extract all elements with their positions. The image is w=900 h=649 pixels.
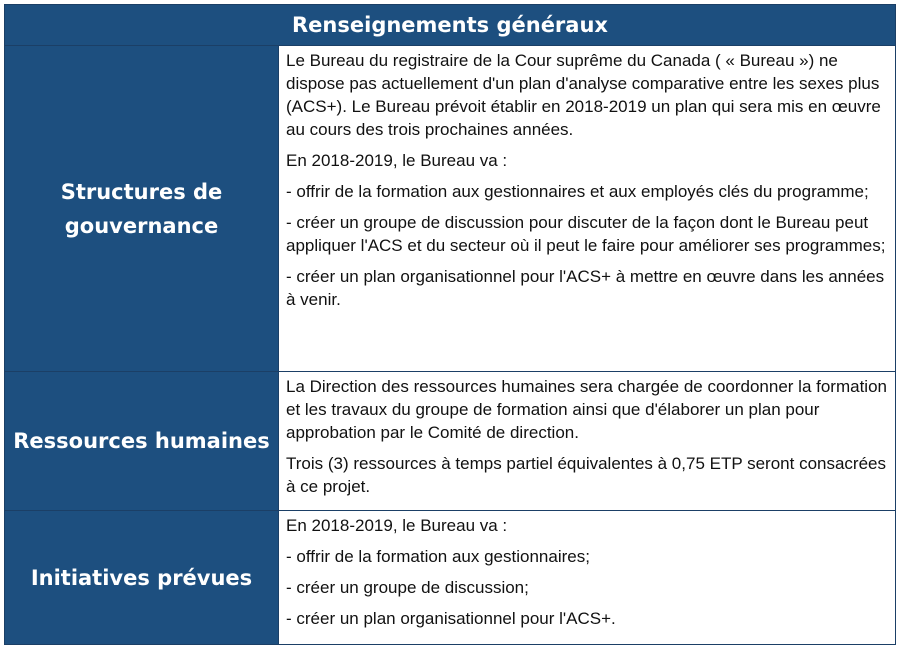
info-table: [4, 4, 896, 645]
row-content-governance: [279, 46, 895, 371]
row-label-human-resources: Ressources humaines: [5, 372, 279, 510]
paragraph: - offrir de la formation aux gestionnaires et aux employés clés du programme;: [286, 182, 869, 201]
paragraph: En 2018-2019, le Bureau va :: [286, 151, 508, 170]
row-planned-initiatives: [5, 511, 895, 644]
paragraph: La Direction des ressources humaines sera chargée de coordonner la formation et les travaux du groupe de formation ainsi que d'élaborer un plan pour approbation par le Comité de direction.: [286, 377, 887, 442]
paragraph: - créer un groupe de discussion pour discuter de la façon dont le Bureau peut appliquer l'ACS et du secteur où il peut le faire pour améliorer ses programmes;: [286, 213, 886, 255]
row-content-planned-initiatives: [279, 511, 895, 644]
paragraph: - créer un groupe de discussion;: [286, 578, 529, 597]
table-title: Renseignements généraux: [5, 5, 895, 46]
row-governance: [5, 46, 895, 372]
row-human-resources: [5, 372, 895, 511]
paragraph: Trois (3) ressources à temps partiel équivalentes à 0,75 ETP seront consacrées à ce projet.: [286, 454, 887, 496]
paragraph: - créer un plan organisationnel pour l'ACS+.: [286, 609, 616, 628]
paragraph: - créer un plan organisationnel pour l'ACS+ à mettre en œuvre dans les années à venir.: [286, 267, 885, 309]
paragraph: En 2018-2019, le Bureau va :: [286, 516, 508, 535]
row-label-governance: Structures de gouvernance: [5, 46, 279, 371]
paragraph: Le Bureau du registraire de la Cour suprême du Canada ( « Bureau ») ne dispose pas actuellement d'un plan d'analyse comparative entre les sexes plus (ACS+). Le Bureau prévoit établir en 2018-2019 un plan qui sera mis en œuvre au cours des trois prochaines années.: [286, 51, 881, 139]
row-content-human-resources: [279, 372, 895, 510]
paragraph: - offrir de la formation aux gestionnaires;: [286, 547, 590, 566]
row-label-planned-initiatives: Initiatives prévues: [5, 511, 279, 644]
